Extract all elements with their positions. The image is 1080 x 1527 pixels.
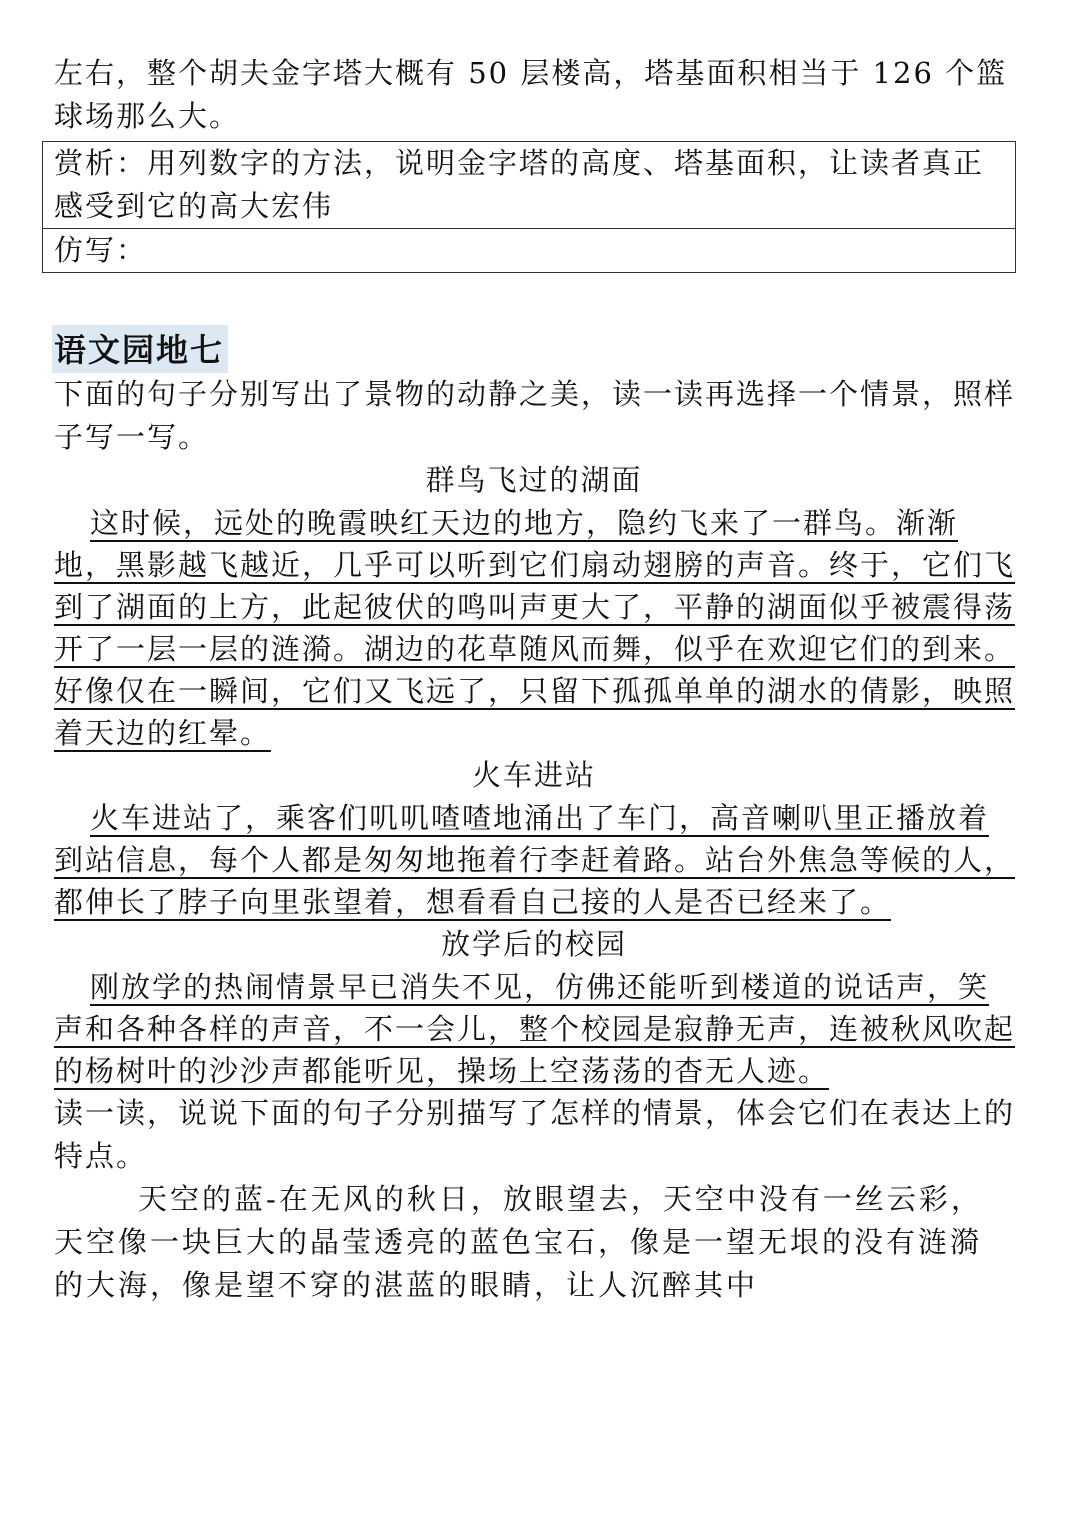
section-heading: 语文园地七: [52, 325, 228, 373]
passage-body-text: 火车进站了，乘客们叽叽喳喳地涌出了车门，高音喇叭里正播放着到站信息，每个人都是匆匆地拖着行李赶着路。站台外焦急等候的人，都伸长了脖子向里张望着，想看看自己接的人是否已经来了。: [54, 801, 1016, 919]
passage-title: 群鸟飞过的湖面: [425, 463, 643, 497]
sky-paragraph: [54, 1178, 1004, 1307]
passage-body: [54, 966, 1019, 1092]
passage-body: [54, 797, 1019, 923]
appreciation-cell: 赏析：用列数字的方法，说明金字塔的高度、塔基面积，让读者真正感受到它的高大宏伟: [43, 142, 1016, 229]
intro-paragraph: 左右，整个胡夫金字塔大概有 50 层楼高，塔基面积相当于 126 个篮球场那么大。: [54, 56, 1008, 133]
passage-body-text: 刚放学的热闹情景早已消失不见，仿佛还能听到楼道的说话声，笑声和各种各样的声音，不一会儿，整个校园是寂静无声，连被秋风吹起的杨树叶的沙沙声都能听见，操场上空荡荡的杳无人迹。: [54, 970, 1016, 1088]
passage-body: [54, 502, 1019, 754]
passage-title: 火车进站: [471, 758, 596, 792]
imitation-cell: 仿写：: [43, 229, 1016, 273]
passage-title: 放学后的校园: [440, 927, 627, 961]
appreciation-row: [43, 142, 1016, 229]
reading-prompt: 读一读，说说下面的句子分别描写了怎样的情景，体会它们在表达上的特点。: [54, 1096, 1016, 1173]
sky-text: -在无风的秋日，放眼望去，天空中没有一丝云彩，天空像一块巨大的晶莹透亮的蓝色宝石，像是一望无垠的没有涟漪的大海，像是望不穿的湛蓝的眼睛，让人沉醉其中: [54, 1182, 983, 1302]
appreciation-table: [42, 141, 1016, 273]
passage-body-text: 这时候，远处的晚霞映红天边的地方，隐约飞来了一群鸟。渐渐地，黑影越飞越近，几乎可以听到它们扇动翅膀的声音。终于，它们飞到了湖面的上方，此起彼伏的鸣叫声更大了，平静的湖面似乎被震得荡开了一层一层的涟漪。湖边的花草随风而舞，似乎在欢迎它们的到来。好像仅在一瞬间，它们又飞远了，只留下孤孤单单的湖水的倩影，映照着天边的红晕。: [54, 506, 1016, 750]
instruction-paragraph: 下面的句子分别写出了景物的动静之美，读一读再选择一个情景，照样子写一写。: [54, 377, 1016, 454]
imitation-row: [43, 229, 1016, 273]
sky-lead: 天空的蓝: [138, 1182, 267, 1216]
